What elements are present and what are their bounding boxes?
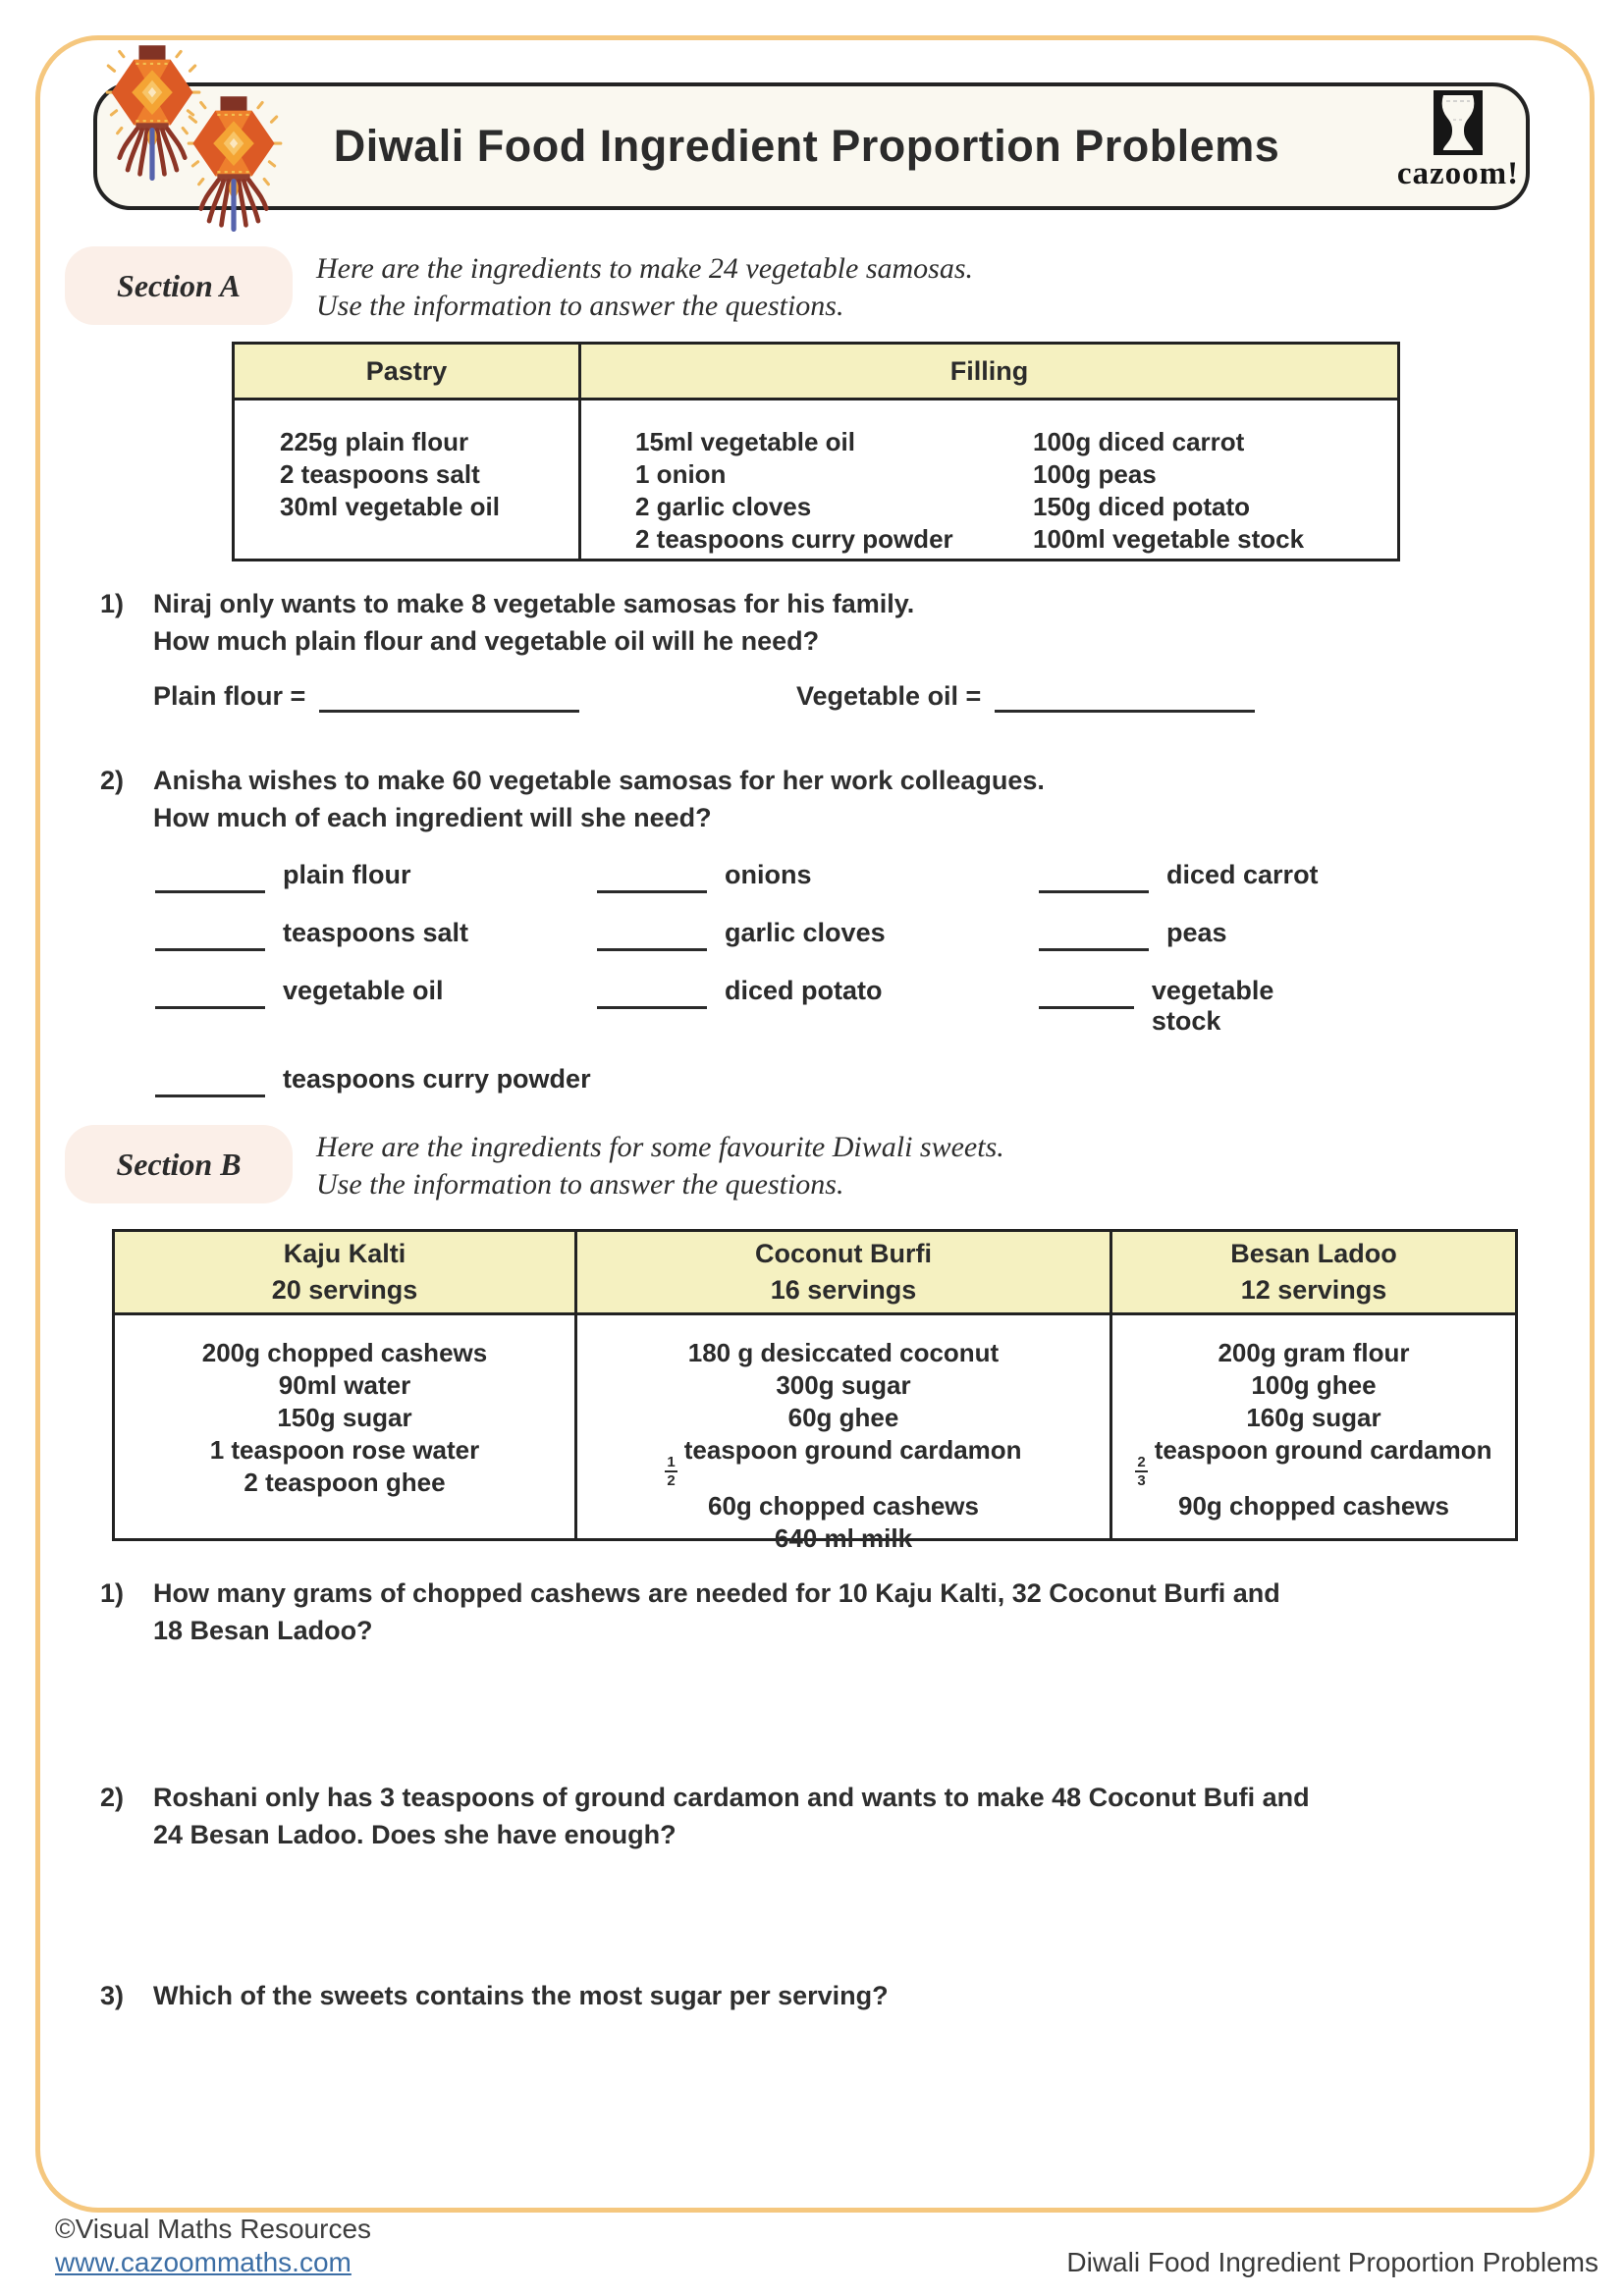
ingredient-line: 30ml vegetable oil [280, 492, 500, 521]
blank-label: peas [1166, 918, 1227, 947]
section-b-question-3 [100, 1977, 1524, 2014]
ingredient-line: 200g gram flour [1218, 1338, 1410, 1367]
intro-line: Use the information to answer the questions. [316, 1168, 844, 1201]
drum-icon [1434, 90, 1483, 155]
section-a-question-2 [100, 762, 1475, 836]
blank-item [1039, 918, 1324, 948]
blank-label: diced carrot [1166, 860, 1319, 889]
ingredient-line: 100g peas [1033, 459, 1157, 489]
filling-ingredients-left [635, 426, 1033, 561]
blank-label: plain flour [283, 860, 411, 889]
question-text-line: Niraj only wants to make 8 vegetable samosas for his family. [153, 589, 915, 618]
ingredient-line: 60g ghee [787, 1403, 899, 1432]
blank-item [155, 860, 597, 890]
intro-line: Use the information to answer the questions. [316, 290, 844, 322]
blank-item [155, 976, 597, 1037]
blank-label: vegetable oil [283, 976, 444, 1005]
ingredient-line: 90ml water [278, 1370, 411, 1400]
section-a-intro [316, 250, 973, 325]
answer-blank-line [319, 706, 579, 713]
table-header-row [115, 1232, 1515, 1315]
blank-item [155, 918, 597, 948]
blank-item [1039, 860, 1324, 890]
section-b-question-1 [100, 1575, 1524, 1649]
intro-line: Here are the ingredients to make 24 vegetable samosas. [316, 252, 974, 285]
question-number: 2) [100, 1783, 125, 1812]
sweet-servings: 12 servings [1240, 1275, 1387, 1305]
question-text-line: How much of each ingredient will she need? [153, 803, 712, 832]
ingredient-line: 1 onion [635, 459, 727, 489]
column-header-kaju-kalti [115, 1232, 574, 1312]
footer-worksheet-title: Diwali Food Ingredient Proportion Problems [1066, 2247, 1598, 2277]
besan-ladoo-ingredients [1110, 1315, 1515, 1541]
answer-label: Plain flour = [153, 681, 306, 711]
section-b-label: Section B [65, 1125, 293, 1203]
answer-blank-line [155, 1091, 265, 1097]
answer-blank-line [1039, 1002, 1134, 1009]
section-a-label: Section A [65, 246, 293, 325]
ingredient-lines [577, 1337, 1110, 1434]
answer-blank-line [155, 886, 265, 893]
filling-ingredients [578, 400, 1397, 561]
section-b-intro [316, 1129, 1004, 1203]
answer-blank-line [155, 1002, 265, 1009]
blank-label: onions [725, 860, 812, 889]
sweet-name: Kaju Kalti [283, 1239, 406, 1268]
ingredient-line: 15ml vegetable oil [635, 427, 855, 456]
blank-item [155, 1064, 1324, 1095]
answer-blank-line [1039, 944, 1149, 951]
answer-blank-line [597, 1002, 707, 1009]
blank-item [597, 918, 1039, 948]
question-number: 1) [100, 589, 125, 618]
sweet-servings: 16 servings [770, 1275, 917, 1305]
question-text-line: Which of the sweets contains the most sugar per serving? [153, 1981, 889, 2010]
answer-blank-line [597, 944, 707, 951]
diwali-lantern-icon [183, 94, 285, 240]
fraction-ingredient-line [1112, 1434, 1515, 1490]
sweet-name: Besan Ladoo [1230, 1239, 1397, 1268]
table-body-row [115, 1315, 1515, 1553]
ingredient-lines [1112, 1337, 1515, 1434]
blank-label: teaspoons curry powder [283, 1064, 591, 1094]
ingredient-line: 100ml vegetable stock [1033, 524, 1305, 554]
ingredient-line: 60g chopped cashews [708, 1490, 979, 1521]
answer-blank-line [155, 944, 265, 951]
column-header-filling: Filling [578, 345, 1397, 398]
ingredient-line: 2 teaspoons curry powder [635, 524, 953, 554]
answer-plain-flour [153, 681, 579, 712]
question-text-line: Roshani only has 3 teaspoons of ground cardamon and wants to make 48 Coconut Bufi and [153, 1783, 1310, 1812]
ingredient-line: 2 teaspoons salt [280, 459, 480, 489]
question-number: 1) [100, 1578, 125, 1608]
ingredient-line: 90g chopped cashews [1178, 1490, 1449, 1521]
blank-item [1039, 976, 1324, 1037]
fraction: $\frac{2}{3}$ [1137, 1454, 1146, 1490]
ingredient-line: teaspoon ground cardamon [683, 1435, 1022, 1465]
ingredient-line: 150g diced potato [1033, 492, 1251, 521]
pastry-ingredients [235, 400, 578, 561]
ingredient-line: 225g plain flour [280, 427, 469, 456]
ingredient-line: teaspoon ground cardamon [1154, 1435, 1492, 1465]
sweets-ingredients-table [112, 1229, 1518, 1553]
intro-line: Here are the ingredients for some favourite Diwali sweets. [316, 1131, 1004, 1163]
sweet-servings: 20 servings [271, 1275, 418, 1305]
worksheet-header [93, 82, 1530, 210]
filling-ingredients-right [1033, 426, 1397, 561]
answer-blank-line [995, 706, 1255, 713]
website-link[interactable]: www.cazoommaths.com [55, 2247, 352, 2277]
ingredient-line: 300g sugar [776, 1370, 911, 1400]
column-header-besan-ladoo [1110, 1232, 1515, 1312]
blank-item [597, 860, 1039, 890]
copyright-text: ©Visual Maths Resources [55, 2214, 372, 2244]
answer-vegetable-oil [796, 681, 1255, 712]
table-header-row [235, 345, 1397, 400]
ingredient-line: 100g diced carrot [1033, 427, 1245, 456]
ingredient-line: 640 ml milk [774, 1522, 913, 1553]
blank-item [597, 976, 1039, 1037]
answer-blank-line [1039, 886, 1149, 893]
question-text-line: 18 Besan Ladoo? [153, 1616, 373, 1645]
question-text-line: How many grams of chopped cashews are needed for 10 Kaju Kalti, 32 Coconut Burfi and [153, 1578, 1280, 1608]
ingredient-line: 2 teaspoon ghee [244, 1468, 446, 1497]
ingredient-line: 150g sugar [277, 1403, 412, 1432]
ingredient-line: 200g chopped cashews [201, 1338, 488, 1367]
ingredient-line: 180 g desiccated coconut [687, 1338, 1000, 1367]
cazoom-logo [1386, 90, 1530, 192]
section-b-question-2 [100, 1779, 1524, 1853]
column-header-coconut-burfi [574, 1232, 1110, 1312]
page-title: Diwali Food Ingredient Proportion Problems [333, 121, 1280, 171]
samosa-ingredients-table [232, 342, 1400, 561]
ingredient-lines [1112, 1490, 1515, 1522]
logo-wordmark: cazoom! [1396, 156, 1520, 191]
ingredient-blanks-grid [155, 860, 1373, 1095]
column-header-pastry: Pastry [365, 355, 448, 386]
blank-label: teaspoons salt [283, 918, 469, 947]
blank-label: diced potato [725, 976, 883, 1005]
fraction-ingredient-line [577, 1434, 1110, 1490]
ingredient-line: 100g ghee [1251, 1370, 1377, 1400]
ingredient-lines [577, 1490, 1110, 1555]
question-text-line: Anisha wishes to make 60 vegetable samosas for her work colleagues. [153, 766, 1045, 795]
coconut-burfi-ingredients [574, 1315, 1110, 1553]
answer-blank-line [597, 886, 707, 893]
ingredient-line: 2 garlic cloves [635, 492, 812, 521]
fraction: $\frac{1}{2}$ [667, 1454, 676, 1490]
answer-label: Vegetable oil = [796, 681, 982, 711]
ingredient-line: 1 teaspoon rose water [209, 1435, 480, 1465]
section-a-question-1 [100, 585, 1475, 660]
blank-label: garlic cloves [725, 918, 886, 947]
question-text-line: 24 Besan Ladoo. Does she have enough? [153, 1820, 677, 1849]
ingredient-line: 160g sugar [1246, 1403, 1381, 1432]
sweet-name: Coconut Burfi [755, 1239, 932, 1268]
question-text-line: How much plain flour and vegetable oil will he need? [153, 626, 820, 656]
kaju-kalti-ingredients [115, 1315, 574, 1541]
table-body-row [235, 400, 1397, 561]
blank-label: vegetable stock [1151, 976, 1274, 1036]
question-number: 3) [100, 1981, 125, 2010]
question-number: 2) [100, 766, 125, 795]
